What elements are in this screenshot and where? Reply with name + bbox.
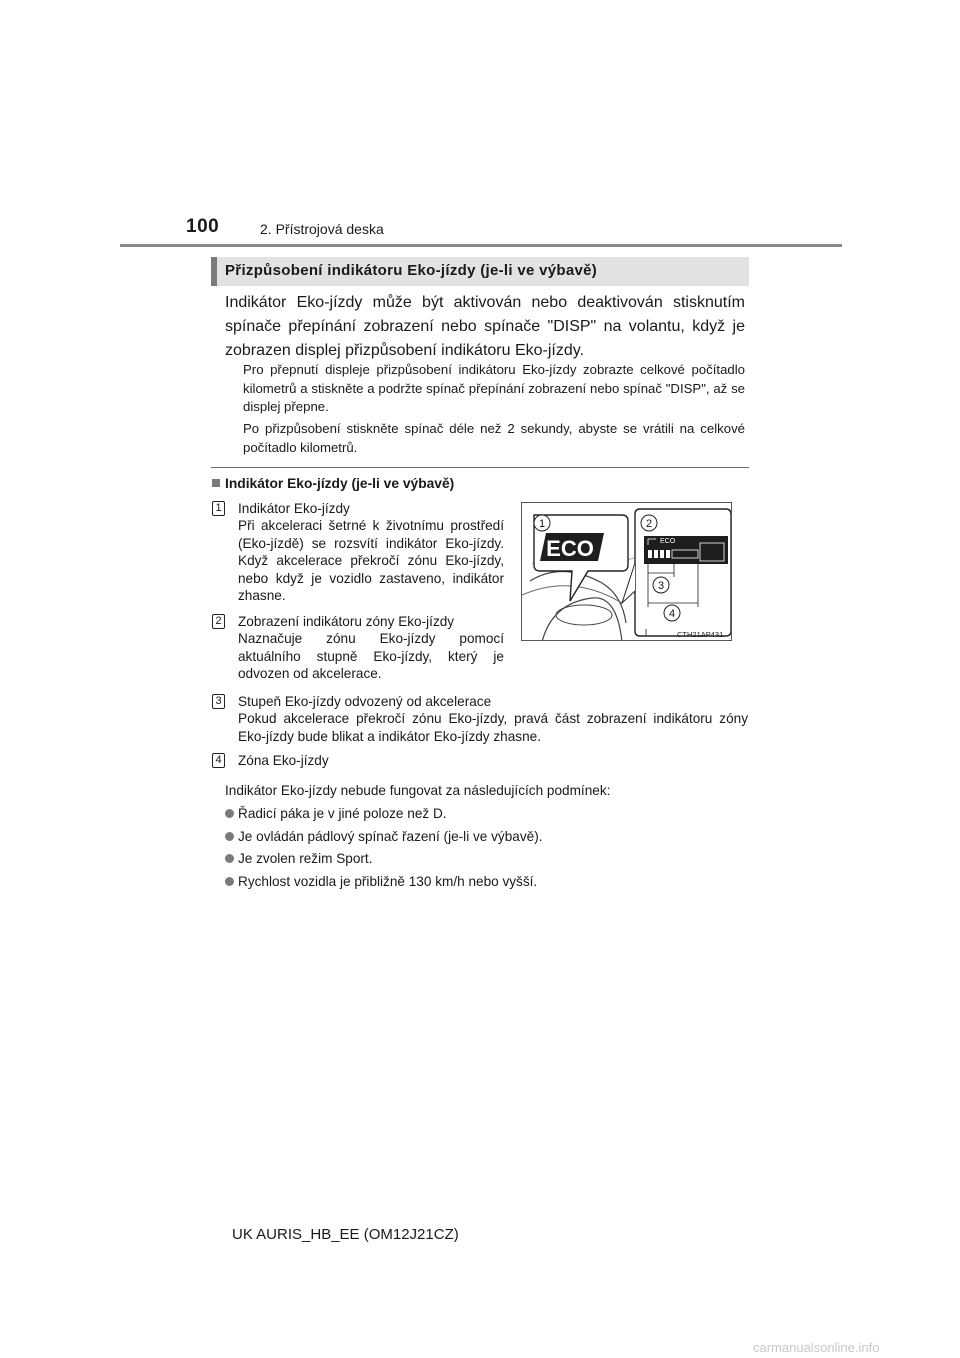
section-note-1: Pro přepnutí displeje přizpůsobení indikátoru Eko-jízdy zobrazte celkové počítadlo kilometrů a stiskněte a podržte spínač přepínání zobrazení nebo spínač "DISP", až se displej přepne. <box>243 362 745 414</box>
condition-item <box>225 806 447 821</box>
condition-item <box>225 851 372 866</box>
section-note-2: Po přizpůsobení stiskněte spínač déle než 2 sekundy, abyste se vrátili na celkové počítadlo kilometrů. <box>243 421 745 455</box>
item-4-title: Zóna Eko-jízdy <box>238 753 329 768</box>
item-number-3: 3 <box>212 694 225 709</box>
subsection-title-text: Indikátor Eko-jízdy (je-li ve výbavě) <box>225 476 455 491</box>
item-3-title: Stupeň Eko-jízdy odvozený od akcelerace <box>238 694 492 709</box>
callout-4: 4 <box>668 608 676 620</box>
section-title-bar <box>211 257 749 286</box>
bullet-dot-icon <box>225 809 234 818</box>
item-3 <box>238 693 748 745</box>
item-2-title: Zobrazení indikátoru zóny Eko-jízdy <box>238 614 455 629</box>
conditions-intro: Indikátor Eko-jízdy nebude fungovat za následujících podmínek: <box>225 783 611 798</box>
square-bullet-icon <box>212 479 220 487</box>
bullet-dot-icon <box>225 854 234 863</box>
watermark: carmanualsonline.info <box>753 1340 880 1355</box>
item-2-text: Naznačuje zónu Eko-jízdy pomocí aktuálního stupně Eko-jízdy, který je odvozen od akcelerace. <box>238 631 504 682</box>
item-number-4: 4 <box>212 753 225 768</box>
page-number: 100 <box>186 216 220 237</box>
item-1-text: Při akceleraci šetrné k životnímu prostředí (Eko-jízdě) se rozsvítí indikátor Eko-jízdy. Když akcelerace překročí zónu Eko-jízdy, nebo když je vozidlo zastaveno, indikátor zhasne. <box>238 518 504 604</box>
callout-3: 3 <box>657 580 665 592</box>
subsection-title <box>212 476 454 491</box>
chapter-title: 2. Přístrojová deska <box>260 221 384 237</box>
condition-item <box>225 829 543 844</box>
footer-code: UK AURIS_HB_EE (OM12J21CZ) <box>232 1226 459 1243</box>
condition-text: Rychlost vozidla je přibližně 130 km/h nebo vyšší. <box>238 874 538 889</box>
bar-eco-label: ECO <box>660 538 676 545</box>
figure-code: CTH21AP431 <box>677 630 724 639</box>
eco-indicator-illustration <box>521 502 732 641</box>
bullet-dot-icon <box>225 877 234 886</box>
item-3-text: Pokud akcelerace překročí zónu Eko-jízdy, pravá část zobrazení indikátoru zóny Eko-jízdy bude blikat a indikátor Eko-jízdy zhasne. <box>238 711 748 744</box>
item-1 <box>238 500 504 604</box>
item-4 <box>238 752 748 769</box>
callout-2: 2 <box>645 518 653 530</box>
eco-label: ECO <box>546 536 594 561</box>
callout-1: 1 <box>538 518 546 530</box>
condition-text: Je zvolen režim Sport. <box>238 851 373 866</box>
section-accent <box>211 257 217 286</box>
section-divider <box>211 467 749 468</box>
bullet-dot-icon <box>225 832 234 841</box>
condition-item <box>225 874 537 889</box>
item-number-1: 1 <box>212 501 225 516</box>
eco-indicator-diagram <box>522 503 732 641</box>
item-1-title: Indikátor Eko-jízdy <box>238 501 350 516</box>
condition-text: Je ovládán pádlový spínač řazení (je-li ve výbavě). <box>238 829 543 844</box>
item-number-2: 2 <box>212 614 225 629</box>
section-intro: Indikátor Eko-jízdy může být aktivován nebo deaktivován stisknutím spínače přepínání zobrazení nebo spínače "DISP" na volantu, když je zobrazen displej přizpůsobení indikátoru Eko-jízdy. <box>225 294 745 359</box>
item-2 <box>238 613 504 683</box>
header-rule <box>120 244 842 247</box>
condition-text: Řadicí páka je v jiné poloze než D. <box>238 806 447 821</box>
section-title: Přizpůsobení indikátoru Eko-jízdy (je-li ve výbavě) <box>225 262 598 279</box>
